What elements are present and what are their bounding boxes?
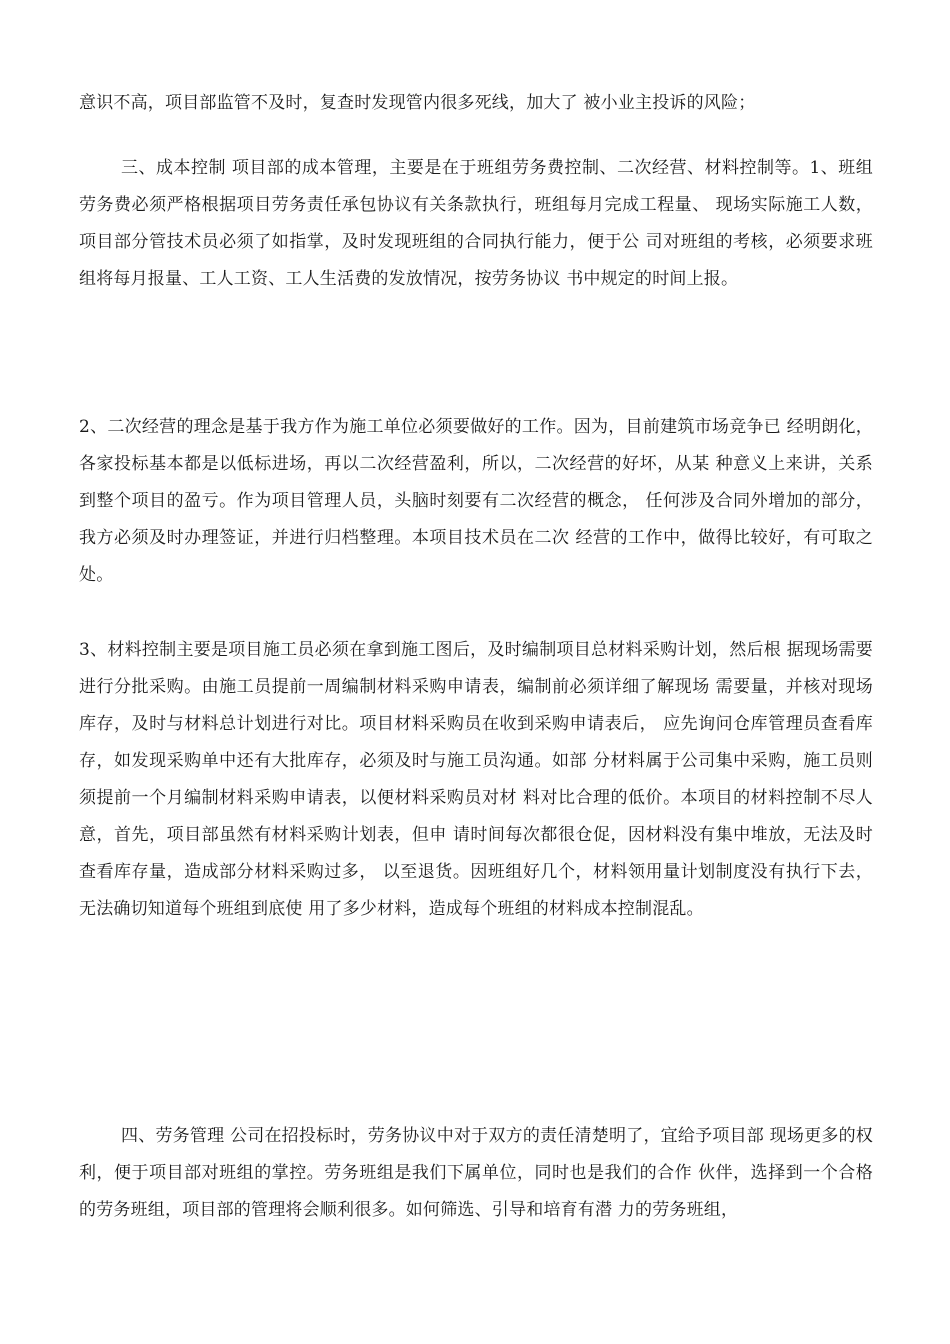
paragraph-secondary-operation: 2、二次经营的理念是基于我方作为施工单位必须要做好的工作。因为，目前建筑市场竞争已 经明朗化，各家投标基本都是以低标进场，再以二次经营盈利，所以，二次经营的好坏，从某 种意义上来讲，关系到整个项目的盈亏。作为项目管理人员，头脑时刻要有二次经营的概念， 任何涉及合同外增加的部分，我方必须及时办理签证，并进行归档整理。本项目技术员在二次 经营的工作中，做得比较好，有可取之处。 (79, 417, 873, 585)
paragraph-material-control: 3、材料控制主要是项目施工员必须在拿到施工图后，及时编制项目总材料采购计划，然后根 据现场需要进行分批采购。由施工员提前一周编制材料采购申请表，编制前必须详细了解现场 需要量，并核对现场库存，及时与材料总计划进行对比。项目材料采购员在收到采购申请表后， 应先询问仓库管理员查看库存，如发现采购单中还有大批库存，必须及时与施工员沟通。如部 分材料属于公司集中采购，施工员则须提前一个月编制材料采购申请表，以便材料采购员对材 料对比合理的低价。本项目的材料控制不尽人意，首先，项目部虽然有材料采购计划表，但申 请时间每次都很仓促，因材料没有集中堆放，无法及时查看库存量，造成部分材料采购过多， 以至退货。因班组好几个，材料领用量计划制度没有执行下去，无法确切知道每个班组到底使 用了多少材料，造成每个班组的材料成本控制混乱。 (79, 640, 873, 919)
paragraph-continuation: 意识不高，项目部监管不及时，复查时发现管内很多死线，加大了 被小业主投诉的风险； (79, 93, 756, 113)
paragraph-labor-management: 四、劳务管理 公司在招投标时，劳务协议中对于双方的责任清楚明了，宜给予项目部 现场更多的权利，便于项目部对班组的掌控。劳务班组是我们下属单位，同时也是我们的合作 伙伴，选择到一个合格的劳务班组，项目部的管理将会顺利很多。如何筛选、引导和培育有潜 力的劳务班组， (79, 1126, 873, 1220)
paragraph-cost-control: 三、成本控制 项目部的成本管理，主要是在于班组劳务费控制、二次经营、材料控制等。1、班组劳务费必须严格根据项目劳务责任承包协议有关条款执行，班组每月完成工程量、 现场实际施工人数，项目部分管技术员必须了如指掌，及时发现班组的合同执行能力，便于公 司对班组的考核，必须要求班组将每月报量、工人工资、工人生活费的发放情况，按劳务协议 书中规定的时间上报。 (79, 158, 873, 289)
